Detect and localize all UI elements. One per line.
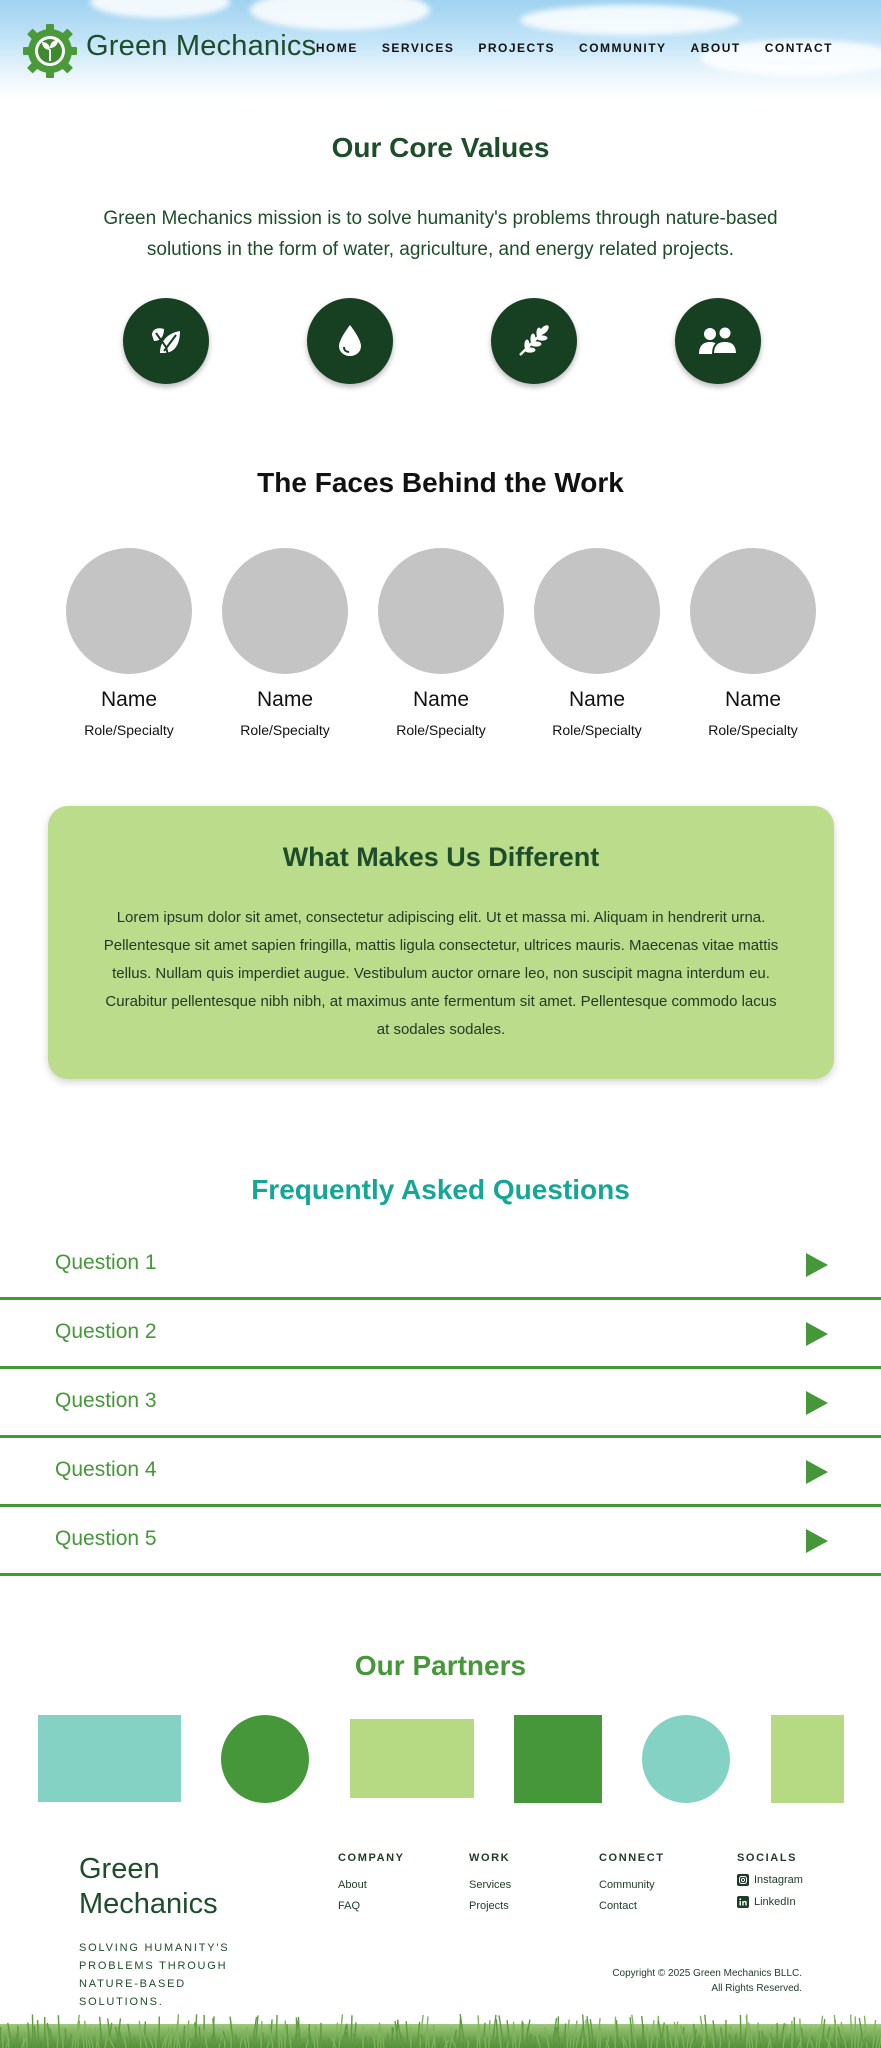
play-arrow-icon[interactable] — [806, 1460, 828, 1484]
footer-col-socials — [737, 1852, 803, 1908]
sky-cloud — [250, 0, 430, 30]
nav-contact[interactable]: CONTACT — [764, 41, 833, 55]
faq-item[interactable] — [0, 1231, 881, 1300]
footer-link-contact[interactable]: Contact — [599, 1900, 637, 1912]
footer-heading: WORK — [469, 1852, 511, 1864]
play-arrow-icon[interactable] — [806, 1529, 828, 1553]
nav-community[interactable]: COMMUNITY — [579, 41, 667, 55]
team-member — [534, 548, 660, 738]
member-role: Role/Specialty — [240, 722, 330, 738]
community-icon — [675, 298, 761, 384]
play-arrow-icon[interactable] — [806, 1391, 828, 1415]
partners-title: Our Partners — [354, 1650, 527, 1681]
team-member — [690, 548, 816, 738]
member-name: Name — [724, 688, 782, 711]
footer-col-work — [469, 1852, 511, 1912]
team-member — [378, 548, 504, 738]
member-name: Name — [412, 688, 470, 711]
team-member — [222, 548, 348, 738]
member-name: Name — [568, 688, 626, 711]
member-photo — [378, 548, 504, 674]
water-drop-icon — [307, 298, 393, 384]
partner-logo[interactable] — [642, 1715, 730, 1803]
nav-about[interactable]: ABOUT — [690, 41, 741, 55]
footer-heading: SOCIALS — [737, 1852, 798, 1864]
footer-link-services[interactable]: Services — [469, 1879, 512, 1891]
main-nav — [316, 41, 833, 55]
footer-tagline: SOLVING HUMANITY'S PROBLEMS THROUGH NATURE-BASED SOLUTIONS. — [79, 1942, 230, 2008]
nav-projects[interactable]: PROJECTS — [478, 41, 556, 55]
brand-name[interactable]: Green Mechanics — [86, 30, 317, 62]
faq-item[interactable] — [0, 1438, 881, 1507]
footer-link-about[interactable]: About — [338, 1879, 367, 1891]
linkedin-icon — [737, 1896, 749, 1908]
partner-logo[interactable] — [514, 1715, 602, 1803]
social-instagram[interactable] — [737, 1874, 803, 1886]
footer-col-connect — [599, 1852, 665, 1912]
leaf-icon — [123, 298, 209, 384]
nav-home[interactable]: HOME — [315, 41, 358, 55]
instagram-icon — [737, 1874, 749, 1886]
footer-link-projects[interactable]: Projects — [469, 1900, 509, 1912]
footer-heading: COMPANY — [338, 1852, 405, 1864]
gear-sprout-logo-icon[interactable] — [22, 23, 78, 79]
faq-question: Question 4 — [55, 1458, 157, 1481]
play-arrow-icon[interactable] — [806, 1322, 828, 1346]
mission-statement: Green Mechanics mission is to solve humanity's problems through nature-based solutions in the form of water, agriculture, and energy related projects. — [103, 208, 778, 260]
partner-logo[interactable] — [38, 1715, 181, 1802]
member-photo — [222, 548, 348, 674]
team-title: The Faces Behind the Work — [257, 467, 624, 498]
member-name: Name — [256, 688, 314, 711]
member-photo — [534, 548, 660, 674]
footer-brand: Green Mechanics — [79, 1853, 218, 1920]
member-role: Role/Specialty — [708, 722, 798, 738]
grass-decoration — [0, 1988, 881, 2048]
member-role: Role/Specialty — [84, 722, 174, 738]
member-role: Role/Specialty — [552, 722, 642, 738]
partner-logo[interactable] — [221, 1715, 309, 1803]
faq-item[interactable] — [0, 1369, 881, 1438]
play-arrow-icon[interactable] — [806, 1253, 828, 1277]
social-label: Instagram — [754, 1874, 803, 1886]
partner-logo[interactable] — [350, 1719, 474, 1798]
core-values-title: Our Core Values — [331, 132, 550, 163]
wheat-icon — [491, 298, 577, 384]
footer-col-company — [338, 1852, 405, 1912]
social-label: LinkedIn — [754, 1896, 796, 1908]
member-name: Name — [100, 688, 158, 711]
faq-question: Question 2 — [55, 1320, 157, 1343]
footer-heading: CONNECT — [599, 1852, 665, 1864]
site-header — [0, 0, 881, 100]
different-text: Lorem ipsum dolor sit amet, consectetur adipiscing elit. Ut et massa mi. Aliquam in hendrerit urna. Pellentesque sit amet sapien fringilla, mattis ligula consectetur, ultrices mauris. Maecenas vitae mattis tellus. Nullam quis imperdiet augue. Vestibulum auctor ornare leo, non suscipit magna interdum eu. Curabitur pellentesque nibh nibh, at maximus ante fermentum sit amet. Pellentesque commodo lacus at sodales sodales. — [103, 909, 779, 1038]
sky-cloud — [520, 5, 740, 35]
faq-question: Question 3 — [55, 1389, 157, 1412]
copyright-text: Copyright © 2025 Green Mechanics BLLC. — [612, 1968, 802, 1979]
member-photo — [690, 548, 816, 674]
member-photo — [66, 548, 192, 674]
nav-services[interactable]: SERVICES — [381, 41, 455, 55]
faq-item[interactable] — [0, 1300, 881, 1369]
rights-text: All Rights Reserved. — [711, 1983, 802, 1994]
faq-question: Question 1 — [55, 1251, 157, 1274]
site-footer — [0, 1820, 881, 2048]
footer-link-community[interactable]: Community — [599, 1879, 655, 1891]
different-title: What Makes Us Different — [282, 842, 600, 872]
faq-question: Question 5 — [55, 1527, 157, 1550]
footer-link-faq[interactable]: FAQ — [338, 1900, 361, 1912]
faq-item[interactable] — [0, 1507, 881, 1576]
partner-logo[interactable] — [771, 1715, 844, 1803]
member-role: Role/Specialty — [396, 722, 486, 738]
team-member — [66, 548, 192, 738]
different-card — [48, 806, 834, 1079]
sky-cloud — [90, 0, 230, 18]
social-linkedin[interactable] — [737, 1896, 803, 1908]
faq-title: Frequently Asked Questions — [251, 1174, 630, 1205]
